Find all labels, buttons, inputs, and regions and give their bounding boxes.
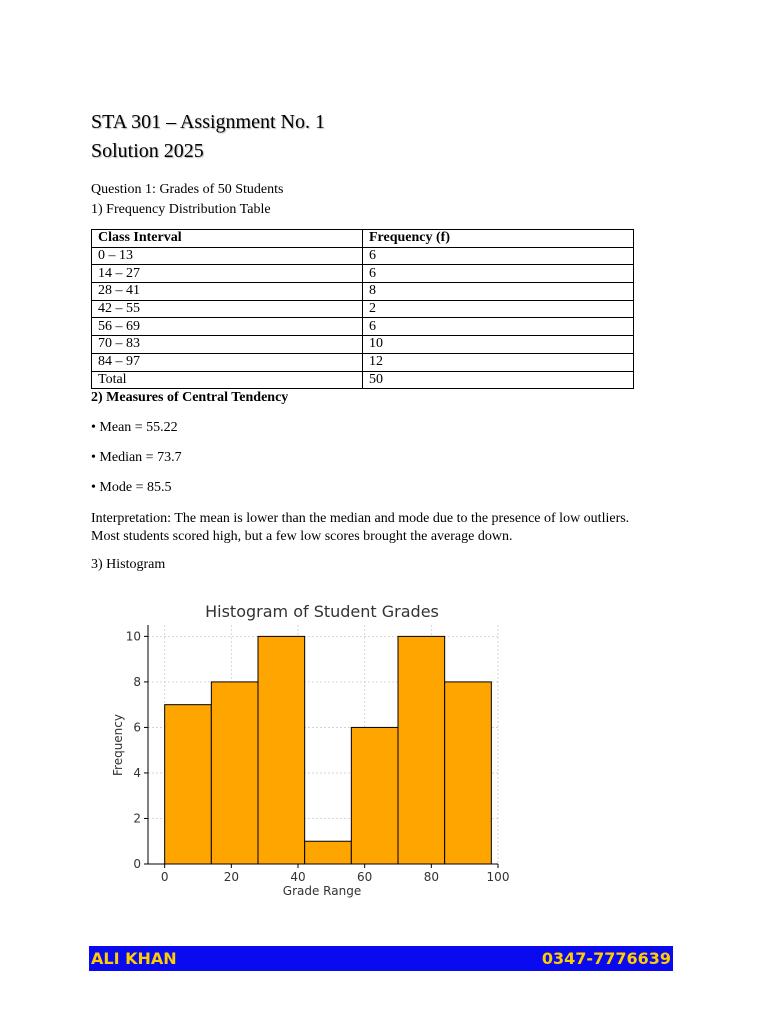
chart-title: Histogram of Student Grades [205, 602, 439, 621]
document-title [91, 108, 325, 166]
table-row [92, 283, 634, 301]
question-text: Question 1: Grades of 50 Students [91, 182, 284, 197]
table-cell: 14 – 27 [92, 265, 363, 283]
y-tick-label: 2 [133, 811, 141, 826]
x-axis-label: Grade Range [282, 884, 362, 898]
histogram-bar [398, 636, 445, 864]
question-heading [91, 180, 283, 220]
x-tick-label: 20 [223, 870, 239, 884]
author-name: ALI KHAN [91, 949, 177, 968]
frequency-table [91, 229, 634, 389]
table-cell: 6 [363, 318, 634, 336]
bars [165, 636, 492, 864]
table-header-cell: Frequency (f) [363, 230, 634, 248]
histogram-chart [100, 595, 510, 905]
y-tick-label: 10 [125, 629, 141, 644]
table-cell: 42 – 55 [92, 300, 363, 318]
median-value: • Median = 73.7 [91, 450, 182, 465]
author-phone: 0347-7776639 [541, 949, 671, 968]
table-cell: 12 [363, 353, 634, 371]
x-tick-label: 80 [423, 870, 439, 884]
table-cell: 0 – 13 [92, 247, 363, 265]
table-row [92, 300, 634, 318]
title-line-1: STA 301 – Assignment No. 1 [91, 111, 325, 133]
histogram-bar [351, 727, 398, 864]
mode-value: • Mode = 85.5 [91, 480, 172, 495]
histogram-bar [258, 636, 305, 864]
table-cell: 70 – 83 [92, 336, 363, 354]
table-cell: 28 – 41 [92, 283, 363, 301]
footer-bar [89, 946, 673, 971]
section2-heading: 2) Measures of Central Tendency [91, 390, 289, 405]
table-header-row [92, 230, 634, 248]
title-line-2: Solution 2025 [91, 140, 204, 162]
interpretation-text: Interpretation: The mean is lower than the median and mode due to the presence of low outliers. Most students scored high, but a few low scores brought the average down. [91, 511, 630, 544]
mean-value: • Mean = 55.22 [91, 420, 178, 435]
table-cell: 10 [363, 336, 634, 354]
y-tick-label: 8 [133, 674, 141, 689]
table-row [92, 247, 634, 265]
table-row [92, 265, 634, 283]
histogram-bar [165, 705, 212, 864]
table-cell: Total [92, 371, 363, 389]
table-total-row [92, 371, 634, 389]
table-cell: 6 [363, 247, 634, 265]
table-row [92, 336, 634, 354]
table-cell: 50 [363, 371, 634, 389]
x-tick-label: 60 [357, 870, 373, 884]
table-cell: 84 – 97 [92, 353, 363, 371]
table-header-cell: Class Interval [92, 230, 363, 248]
y-tick-label: 6 [133, 720, 141, 735]
table-cell: 56 – 69 [92, 318, 363, 336]
table-row [92, 353, 634, 371]
section3-heading: 3) Histogram [91, 557, 166, 572]
table-cell: 8 [363, 283, 634, 301]
y-axis-label: Frequency [111, 714, 125, 776]
x-tick-label: 40 [290, 870, 306, 884]
x-tick-label: 100 [486, 870, 510, 884]
section1-heading: 1) Frequency Distribution Table [91, 202, 271, 217]
table-row [92, 318, 634, 336]
histogram-bar [305, 841, 352, 864]
y-tick-label: 0 [133, 857, 141, 871]
histogram-bar [445, 682, 492, 864]
table-cell: 2 [363, 300, 634, 318]
y-tick-label: 4 [133, 765, 141, 780]
histogram-bar [211, 682, 258, 864]
table-cell: 6 [363, 265, 634, 283]
x-tick-label: 0 [160, 870, 169, 884]
